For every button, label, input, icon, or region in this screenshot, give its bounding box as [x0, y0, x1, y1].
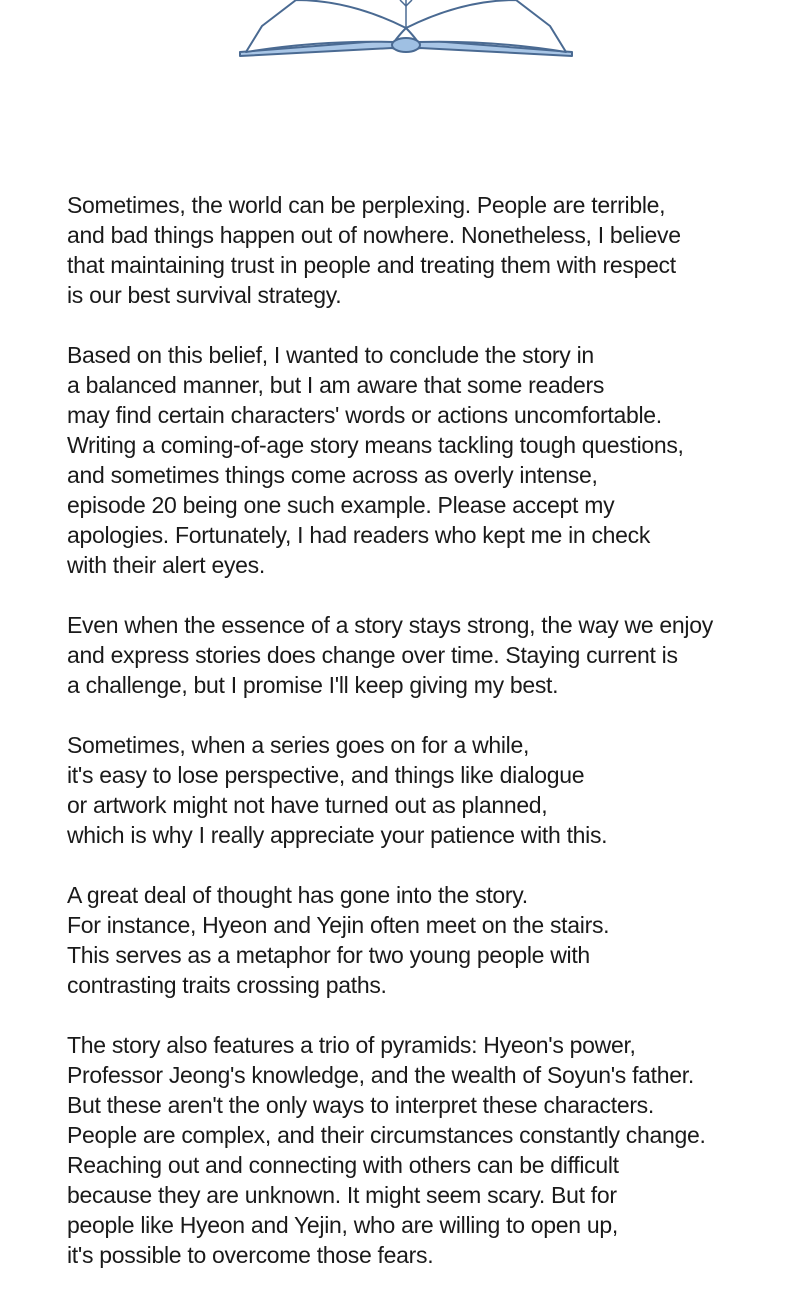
text-line: or artwork might not have turned out as planned, [67, 792, 548, 818]
author-note [67, 190, 767, 1300]
text-line: People are complex, and their circumstances constantly change. [67, 1122, 706, 1148]
paragraph [67, 340, 767, 580]
open-book-icon [0, 0, 800, 70]
text-line: that maintaining trust in people and treating them with respect [67, 252, 676, 278]
text-line: a challenge, but I promise I'll keep giving my best. [67, 672, 559, 698]
text-line: and bad things happen out of nowhere. Nonetheless, I believe [67, 222, 681, 248]
paragraph [67, 880, 767, 1000]
text-line: Based on this belief, I wanted to conclude the story in [67, 342, 594, 368]
text-line: Professor Jeong's knowledge, and the wealth of Soyun's father. [67, 1062, 694, 1088]
text-line: A great deal of thought has gone into the story. [67, 882, 528, 908]
text-line: apologies. Fortunately, I had readers who kept me in check [67, 522, 651, 548]
text-line: with their alert eyes. [67, 552, 265, 578]
text-line: This serves as a metaphor for two young people with [67, 942, 590, 968]
text-line: and sometimes things come across as overly intense, [67, 462, 598, 488]
text-line: contrasting traits crossing paths. [67, 972, 387, 998]
text-line: people like Hyeon and Yejin, who are willing to open up, [67, 1212, 618, 1238]
text-line: But these aren't the only ways to interpret these characters. [67, 1092, 654, 1118]
text-line: which is why I really appreciate your patience with this. [67, 822, 608, 848]
text-line: may find certain characters' words or actions uncomfortable. [67, 402, 662, 428]
text-line: a balanced manner, but I am aware that some readers [67, 372, 605, 398]
text-line: Reaching out and connecting with others can be difficult [67, 1152, 619, 1178]
text-line: Even when the essence of a story stays strong, the way we enjoy [67, 612, 713, 638]
text-line: Sometimes, the world can be perplexing. People are terrible, [67, 192, 666, 218]
text-line: it's possible to overcome those fears. [67, 1242, 434, 1268]
text-line: it's easy to lose perspective, and things like dialogue [67, 762, 585, 788]
paragraph [67, 730, 767, 850]
text-line: Sometimes, when a series goes on for a while, [67, 732, 530, 758]
text-line: episode 20 being one such example. Please accept my [67, 492, 615, 518]
paragraph [67, 610, 767, 700]
text-line: The story also features a trio of pyramids: Hyeon's power, [67, 1032, 636, 1058]
text-line: For instance, Hyeon and Yejin often meet on the stairs. [67, 912, 610, 938]
text-line: Writing a coming-of-age story means tackling tough questions, [67, 432, 684, 458]
text-line: is our best survival strategy. [67, 282, 342, 308]
text-line: and express stories does change over time. Staying current is [67, 642, 678, 668]
paragraph [67, 1030, 767, 1270]
book-spine-oval [392, 38, 420, 52]
paragraph [67, 190, 767, 310]
text-line: because they are unknown. It might seem scary. But for [67, 1182, 617, 1208]
